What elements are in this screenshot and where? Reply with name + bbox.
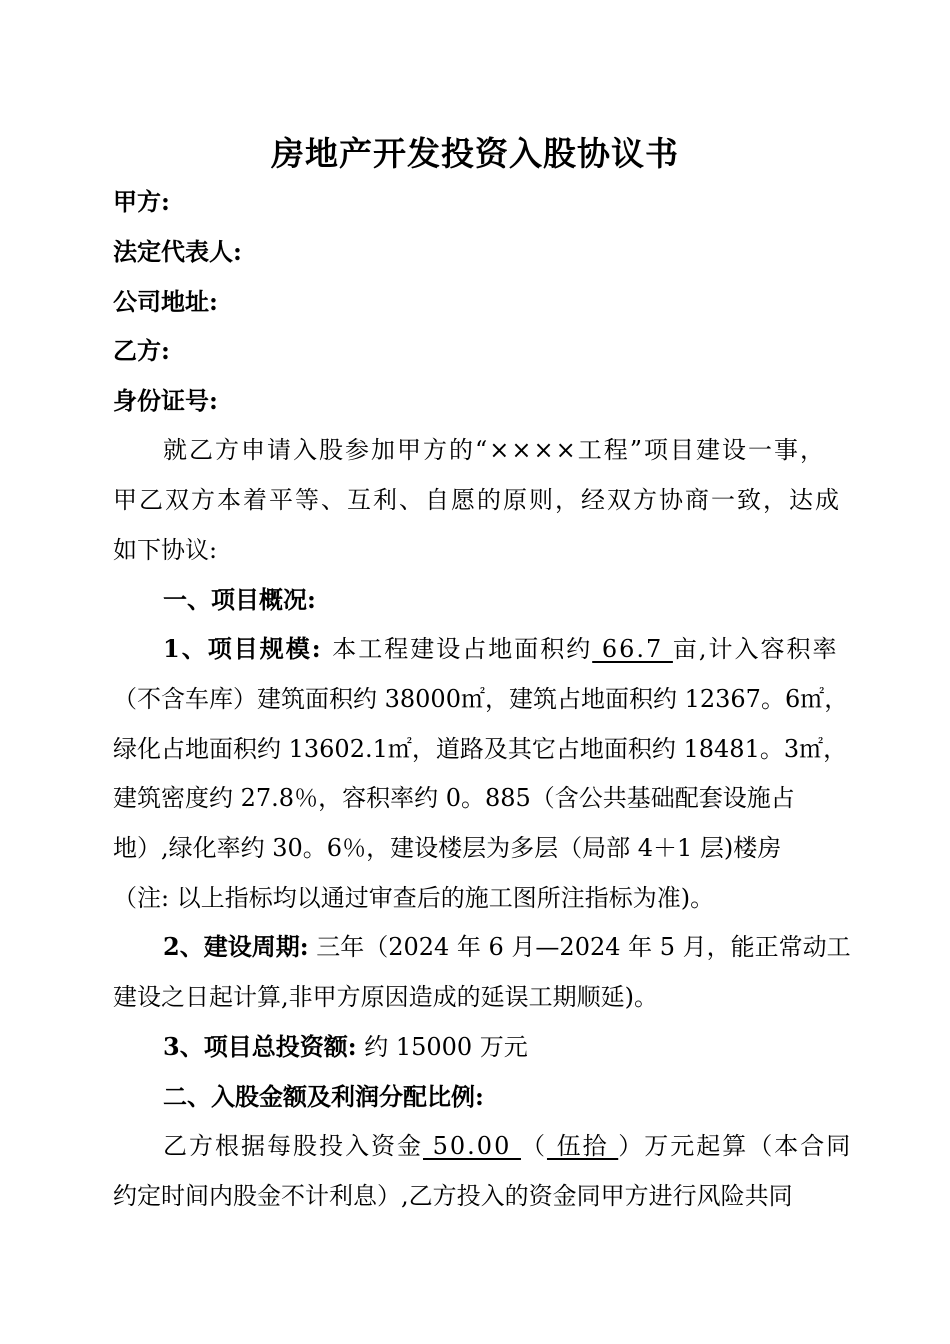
document-title: 房地产开发投资入股协议书 xyxy=(271,134,679,173)
item-3-label: 3、项目总投资额: xyxy=(163,1032,357,1061)
item-1-text-a: 本工程建设占地面积约 xyxy=(322,635,593,663)
section-2-text-b: （ xyxy=(520,1132,547,1160)
section-2-text-a: 乙方根据每股投入资金 xyxy=(163,1132,423,1160)
intro-line-1: 就乙方申请入股参加甲方的“××××工程”项目建设一事， xyxy=(163,436,826,464)
item-2-line-2: 建设之日起计算,非甲方原因造成的延误工期顺延)。 xyxy=(113,983,658,1011)
item-1-line-3: 绿化占地面积约 13602.1㎡，道路及其它占地面积约 18481。3㎡， xyxy=(113,735,848,763)
section-1-heading: 一、项目概况: xyxy=(163,585,316,614)
item-1-area-value: 66.7 xyxy=(592,635,673,663)
item-3-text: 约 15000 万元 xyxy=(356,1033,528,1061)
item-1-line-4: 建筑密度约 27.8％，容积率约 0。885（含公共基础配套设施占 xyxy=(113,784,795,812)
item-2-text: 三年（2024 年 6 月—2024 年 5 月，能正常动工 xyxy=(308,933,851,961)
section-2-heading: 二、入股金额及利润分配比例: xyxy=(163,1082,484,1111)
party-a-label: 甲方: xyxy=(113,187,170,216)
intro-line-3: 如下协议: xyxy=(113,536,218,564)
item-1-line-2: （不含车库）建筑面积约 38000㎡，建筑占地面积约 12367。6㎡， xyxy=(113,685,849,713)
company-address-label: 公司地址: xyxy=(113,287,218,316)
share-amount-number: 50.00 xyxy=(423,1132,521,1160)
section-2-line-2: 约定时间内股金不计利息）,乙方投入的资金同甲方进行风险共同 xyxy=(113,1182,793,1210)
item-1-line-6: （注: 以上指标均以通过审查后的施工图所注指标为准)。 xyxy=(113,884,715,912)
section-2-line-1 xyxy=(163,1129,853,1163)
item-1-line-5: 地）,绿化率约 30。6％，建设楼层为多层（局部 4＋1 层)楼房 xyxy=(113,834,782,862)
party-b-label: 乙方: xyxy=(113,336,170,365)
item-1-label: 1、项目规模: xyxy=(163,634,323,663)
id-number-label: 身份证号: xyxy=(113,386,218,415)
item-2-line-1 xyxy=(163,930,853,964)
item-1-line-1 xyxy=(163,632,853,666)
section-2-text-c: ）万元起算（本合同 xyxy=(618,1132,853,1160)
legal-rep-label: 法定代表人: xyxy=(113,237,242,266)
share-amount-chinese: 伍拾 xyxy=(546,1132,619,1160)
item-2-label: 2、建设周期: xyxy=(163,932,309,961)
item-3-line xyxy=(163,1030,853,1064)
item-1-text-b: 亩,计入容积率 xyxy=(672,635,839,663)
intro-line-2: 甲乙双方本着平等、互利、自愿的原则，经双方协商一致，达成 xyxy=(113,486,841,514)
